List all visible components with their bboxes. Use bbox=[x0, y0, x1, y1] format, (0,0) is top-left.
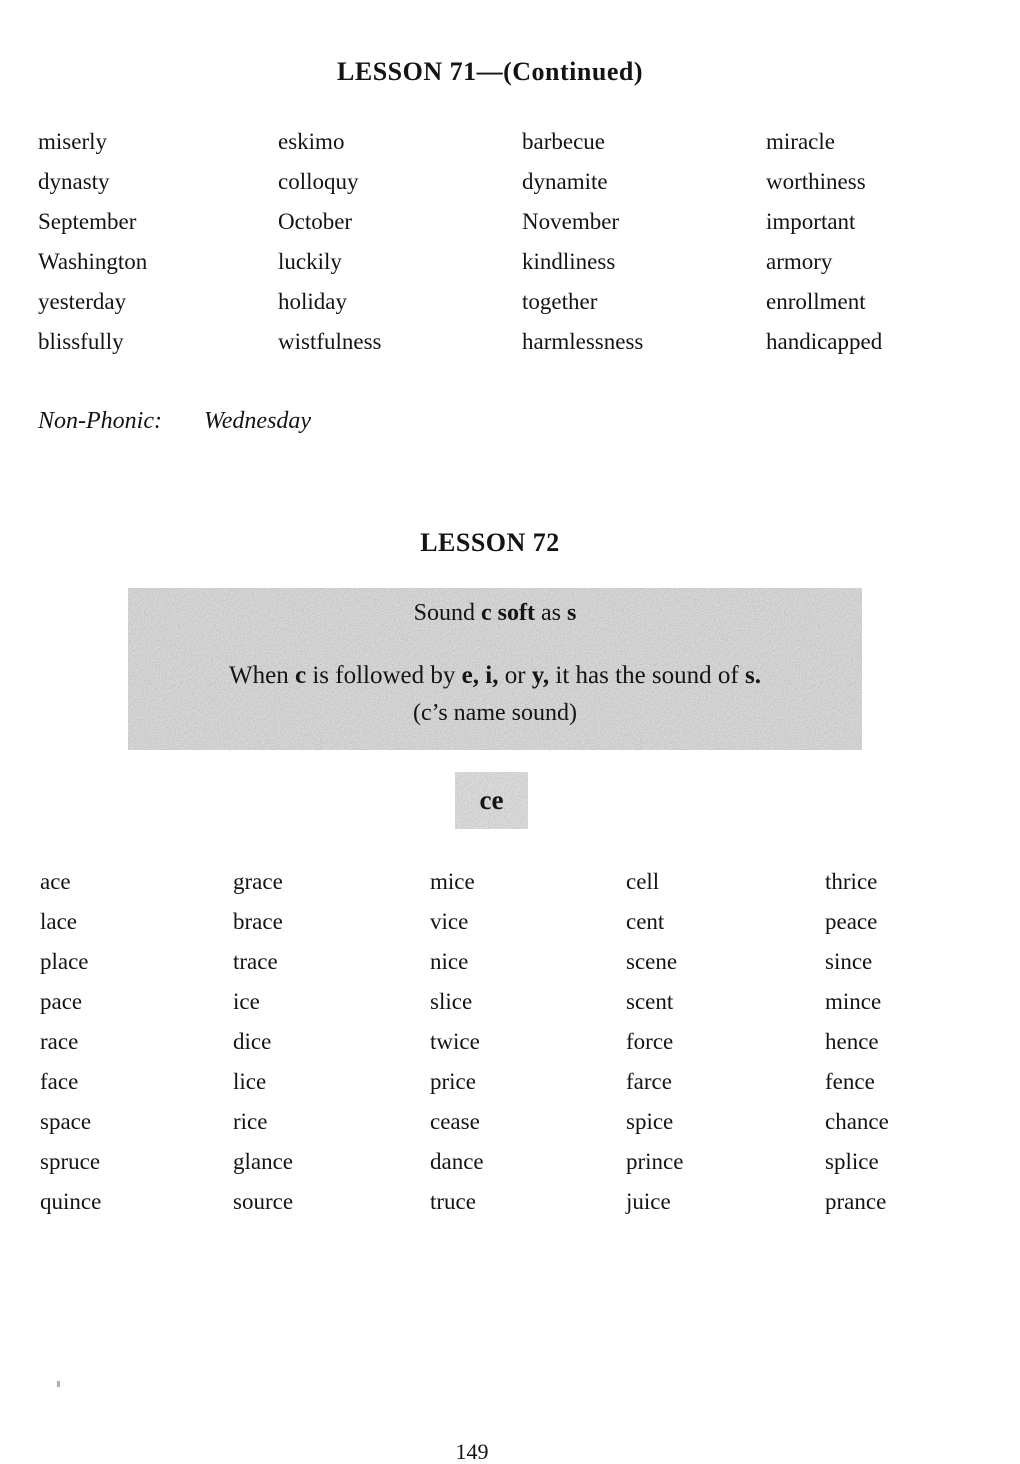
word: lace bbox=[40, 909, 78, 934]
word: wistfulness bbox=[278, 329, 382, 354]
word: force bbox=[626, 1029, 674, 1054]
word: spice bbox=[626, 1109, 674, 1134]
word: harmlessness bbox=[522, 329, 644, 354]
word: price bbox=[430, 1069, 476, 1094]
word: thrice bbox=[825, 869, 878, 894]
word: splice bbox=[825, 1149, 879, 1174]
word: dance bbox=[430, 1149, 484, 1174]
word: armory bbox=[766, 249, 833, 274]
non-phonic-line bbox=[38, 404, 311, 438]
word: face bbox=[40, 1069, 79, 1094]
non-phonic-value: Wednesday bbox=[203, 408, 312, 434]
word: colloquy bbox=[278, 169, 359, 194]
word: rice bbox=[233, 1109, 268, 1134]
word: prance bbox=[825, 1189, 887, 1214]
word: nice bbox=[430, 949, 469, 974]
pattern-label-box bbox=[455, 772, 528, 829]
word: spruce bbox=[40, 1149, 101, 1174]
word: space bbox=[40, 1109, 92, 1134]
word: eskimo bbox=[278, 129, 345, 154]
word: holiday bbox=[278, 289, 347, 314]
word: October bbox=[278, 209, 353, 234]
word: worthiness bbox=[766, 169, 866, 194]
word: kindliness bbox=[522, 249, 616, 274]
word: scent bbox=[626, 989, 674, 1014]
word: place bbox=[40, 949, 89, 974]
word: lice bbox=[233, 1069, 267, 1094]
word: September bbox=[38, 209, 137, 234]
word: vice bbox=[430, 909, 469, 934]
word: peace bbox=[825, 909, 878, 934]
word: ice bbox=[233, 989, 260, 1014]
word: mice bbox=[430, 869, 475, 894]
word: cease bbox=[430, 1109, 480, 1134]
word: cent bbox=[626, 909, 665, 934]
word: handicapped bbox=[766, 329, 883, 354]
rule-box bbox=[128, 588, 862, 750]
word: ace bbox=[40, 869, 71, 894]
word: November bbox=[522, 209, 620, 234]
word: race bbox=[40, 1029, 79, 1054]
non-phonic-label: Non-Phonic: bbox=[38, 408, 162, 434]
word: source bbox=[233, 1189, 294, 1214]
word: blissfully bbox=[38, 329, 124, 354]
word: twice bbox=[430, 1029, 480, 1054]
word: prince bbox=[626, 1149, 684, 1174]
pattern-label: ce bbox=[479, 785, 504, 815]
word: hence bbox=[825, 1029, 879, 1054]
word: glance bbox=[233, 1149, 294, 1174]
word: slice bbox=[430, 989, 473, 1014]
word: scene bbox=[626, 949, 678, 974]
word: luckily bbox=[278, 249, 342, 274]
word: mince bbox=[825, 989, 882, 1014]
word: juice bbox=[626, 1189, 671, 1214]
word: chance bbox=[825, 1109, 889, 1134]
rule-headline: Sound c soft as s bbox=[413, 600, 577, 626]
word: brace bbox=[233, 909, 283, 934]
word: dice bbox=[233, 1029, 272, 1054]
word: together bbox=[522, 289, 598, 314]
lesson72-word-list bbox=[40, 862, 1020, 1222]
word: miracle bbox=[766, 129, 835, 154]
scan-artifact bbox=[57, 1381, 60, 1387]
word: trace bbox=[233, 949, 278, 974]
word: pace bbox=[40, 989, 83, 1014]
rule-body: When c is followed by e, i, or y, it has the sound of s. bbox=[229, 662, 761, 689]
word: grace bbox=[233, 869, 283, 894]
word: dynamite bbox=[522, 169, 608, 194]
word: cell bbox=[626, 869, 660, 894]
word: fence bbox=[825, 1069, 875, 1094]
word: truce bbox=[430, 1189, 476, 1214]
lesson72-title: LESSON 72 bbox=[420, 528, 560, 557]
word: Washington bbox=[38, 249, 148, 274]
lesson71-title: LESSON 71—(Continued) bbox=[337, 57, 643, 86]
word: barbecue bbox=[522, 129, 605, 154]
page-number: 149 bbox=[455, 1439, 489, 1464]
word: quince bbox=[40, 1189, 102, 1214]
word: yesterday bbox=[38, 289, 127, 314]
word: dynasty bbox=[38, 169, 110, 194]
word: enrollment bbox=[766, 289, 866, 314]
word: farce bbox=[626, 1069, 672, 1094]
rule-note: (c’s name sound) bbox=[413, 700, 577, 726]
word: since bbox=[825, 949, 873, 974]
word: miserly bbox=[38, 129, 107, 154]
word: important bbox=[766, 209, 856, 234]
lesson71-word-list bbox=[38, 122, 1020, 362]
